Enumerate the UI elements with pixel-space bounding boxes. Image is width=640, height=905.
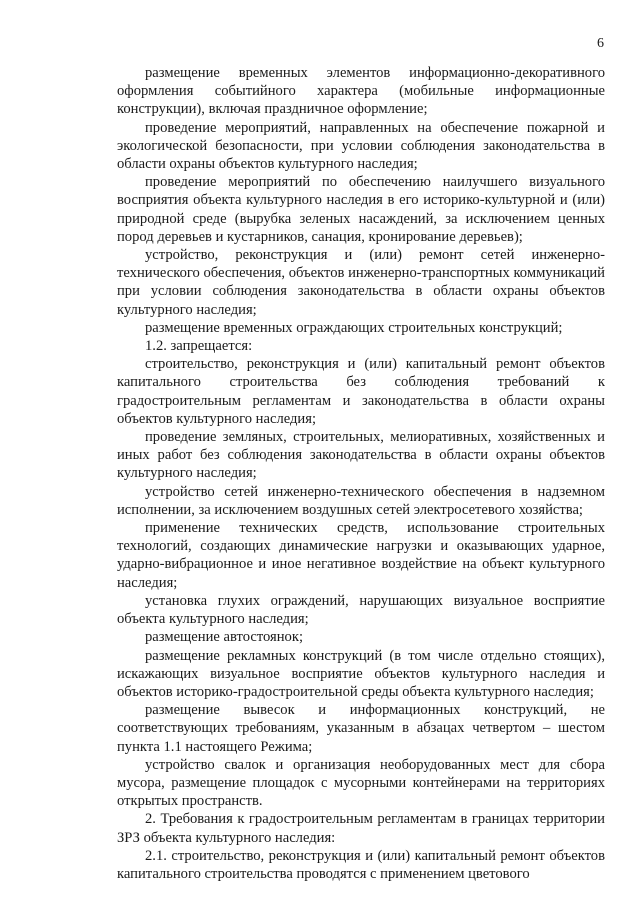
paragraph: установка глухих ограждений, нарушающих визуальное восприятие объекта культурного наследия; [117, 592, 605, 628]
paragraph: проведение мероприятий по обеспечению наилучшего визуального восприятия объекта культурного наследия в его историко-культурной и (или) природной среде (вырубка зеленых насаждений, за исключением ценных пород деревьев и кустарников, санация, кронирование деревьев); [117, 174, 605, 245]
paragraph: размещение временных элементов информационно-декоративного оформления событийного характера (мобильные информационные конструкции), включая праздничное оформление; [117, 65, 605, 118]
paragraph: устройство свалок и организация необорудованных мест для сбора мусора, размещение площадок с мусорными контейнерами на территориях открытых пространств. [117, 756, 605, 810]
section-heading: 2. Требования к градостроительным регламентам в границах территории ЗРЗ объекта культурного наследия: [117, 811, 605, 846]
paragraph: проведение мероприятий, направленных на обеспечение пожарной и экологической безопасности, при условии соблюдения законодательства в области охраны объектов культурного наследия; [117, 119, 605, 173]
paragraph: проведение земляных, строительных, мелиоративных, хозяйственных и иных работ без соблюдения законодательства в области охраны объектов культурного наследия; [117, 429, 605, 482]
paragraph: размещение вывесок и информационных конструкций, не соответствующих требованиям, указанным в абзацах четвертом – шестом пункта 1.1 настоящего Режима; [117, 702, 605, 755]
paragraph: устройство, реконструкция и (или) ремонт сетей инженерно-технического обеспечения, объектов инженерно-транспортных коммуникаций при условии соблюдения законодательства в области охраны объектов культурного наследия; [117, 247, 605, 318]
paragraph: строительство, реконструкция и (или) капитальный ремонт объектов капитального строительства без соблюдения требований к градостроительным регламентам и законодательства в области охраны объектов культурного наследия; [117, 356, 605, 427]
paragraph: устройство сетей инженерно-технического обеспечения в надземном исполнении, за исключением воздушных сетей электросетевого хозяйства; [117, 483, 605, 518]
paragraph: размещение автостоянок; [145, 629, 304, 646]
paragraph: размещение рекламных конструкций (в том числе отдельно стоящих), искажающих визуальное восприятие объектов культурного наследия и объектов историко-градостроительной среды объекта культурного наследия; [117, 647, 605, 700]
document-body [117, 64, 605, 883]
paragraph: размещение временных ограждающих строительных конструкций; [145, 319, 563, 336]
page-number: 6 [597, 36, 604, 51]
paragraph: 2.1. строительство, реконструкция и (или) капитальный ремонт объектов капитального строительства проводятся с применением цветового [117, 847, 605, 882]
section-heading: 1.2. запрещается: [145, 338, 253, 355]
paragraph: применение технических средств, использование строительных технологий, создающих динамические нагрузки и оказывающих ударное, ударно-вибрационное и иное негативное воздействие на объект культурного наследия; [117, 520, 605, 591]
